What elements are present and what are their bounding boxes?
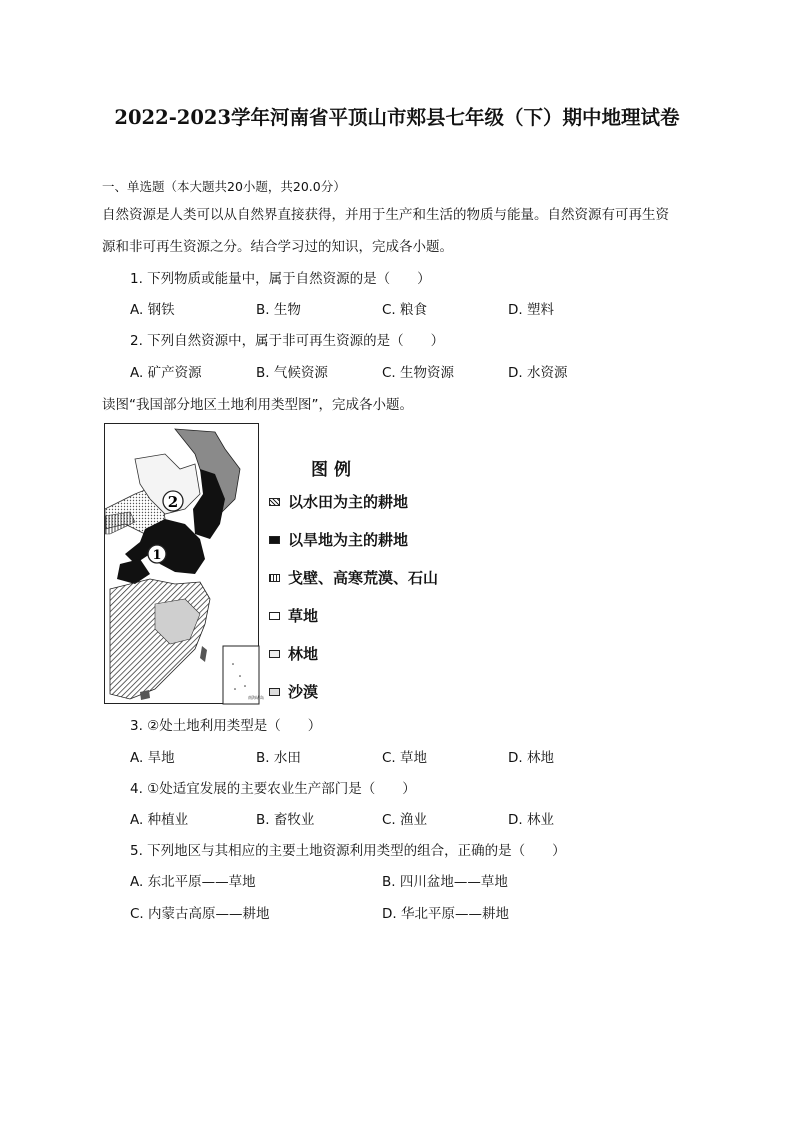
desert-swatch-icon xyxy=(269,688,280,696)
legend-item-gobi xyxy=(269,567,438,588)
q3-option-d[interactable]: D. 林地 xyxy=(508,750,554,766)
legend-title: 图例 xyxy=(311,460,357,480)
intro-line-2: 源和非可再生资源之分。结合学习过的知识，完成各小题。 xyxy=(102,239,453,255)
legend-item-paddy xyxy=(269,491,408,512)
legend-label-desert: 沙漠 xyxy=(288,683,319,701)
legend-item-dryland xyxy=(269,529,408,550)
map-frame xyxy=(104,423,264,704)
q2-option-d[interactable]: D. 水资源 xyxy=(508,365,568,381)
q1-option-c[interactable]: C. 粮食 xyxy=(382,302,428,318)
q5-option-c[interactable]: C. 内蒙古高原——耕地 xyxy=(130,906,270,922)
question-3-stem: 3. ②处土地利用类型是（ ） xyxy=(130,718,322,734)
legend-label-gobi: 戈壁、高寒荒漠、石山 xyxy=(288,569,439,587)
marker-1: 1 xyxy=(152,548,162,563)
q3-option-b[interactable]: B. 水田 xyxy=(256,750,301,766)
question-5-stem: 5. 下列地区与其相应的主要土地资源利用类型的组合，正确的是（ ） xyxy=(130,843,566,859)
map-intro: 读图“我国部分地区土地利用类型图”，完成各小题。 xyxy=(102,397,413,413)
legend-label-forest: 林地 xyxy=(288,645,319,663)
legend-item-grassland xyxy=(269,605,318,626)
question-2-stem: 2. 下列自然资源中，属于非可再生资源的是（ ） xyxy=(130,333,445,349)
grassland-swatch-icon xyxy=(269,612,280,620)
q4-option-b[interactable]: B. 畜牧业 xyxy=(256,812,315,828)
page-title: 2022-2023学年河南省平顶山市郏县七年级（下）期中地理试卷 xyxy=(114,106,680,129)
legend-label-dryland: 以旱地为主的耕地 xyxy=(288,531,409,549)
q2-option-b[interactable]: B. 气候资源 xyxy=(256,365,328,381)
land-use-map-figure xyxy=(104,423,439,706)
q4-option-d[interactable]: D. 林业 xyxy=(508,812,554,828)
q3-option-c[interactable]: C. 草地 xyxy=(382,750,428,766)
intro-line-1: 自然资源是人类可以从自然界直接获得，并用于生产和生活的物质与能量。自然资源有可再生资 xyxy=(102,207,669,223)
q4-option-c[interactable]: C. 渔业 xyxy=(382,812,428,828)
question-4-stem: 4. ①处适宜发展的主要农业生产部门是（ ） xyxy=(130,781,416,797)
legend-item-desert xyxy=(269,681,318,702)
china-land-use-map xyxy=(105,424,264,705)
legend-label-grassland: 草地 xyxy=(288,607,319,625)
q3-option-a[interactable]: A. 旱地 xyxy=(130,750,175,766)
q1-option-b[interactable]: B. 生物 xyxy=(256,302,301,318)
dryland-swatch-icon xyxy=(269,536,280,544)
section-heading: 一、单选题（本大题共20小题，共20.0分） xyxy=(102,179,346,194)
marker-2: 2 xyxy=(167,493,179,511)
paddy-swatch-icon xyxy=(269,498,280,506)
legend-label-paddy: 以水田为主的耕地 xyxy=(288,493,409,511)
q2-option-a[interactable]: A. 矿产资源 xyxy=(130,365,202,381)
q5-option-d[interactable]: D. 华北平原——耕地 xyxy=(382,906,509,922)
q4-option-a[interactable]: A. 种植业 xyxy=(130,812,189,828)
q1-option-a[interactable]: A. 钢铁 xyxy=(130,302,175,318)
q2-option-c[interactable]: C. 生物资源 xyxy=(382,365,455,381)
q1-option-d[interactable]: D. 塑料 xyxy=(508,302,554,318)
forest-swatch-icon xyxy=(269,650,280,658)
question-1-stem: 1. 下列物质或能量中，属于自然资源的是（ ） xyxy=(130,271,431,287)
gobi-swatch-icon xyxy=(269,574,280,582)
legend-item-forest xyxy=(269,643,318,664)
q5-option-a[interactable]: A. 东北平原——草地 xyxy=(130,874,256,890)
q5-option-b[interactable]: B. 四川盆地——草地 xyxy=(382,874,508,890)
inset-label: 南海诸岛 xyxy=(248,695,264,700)
